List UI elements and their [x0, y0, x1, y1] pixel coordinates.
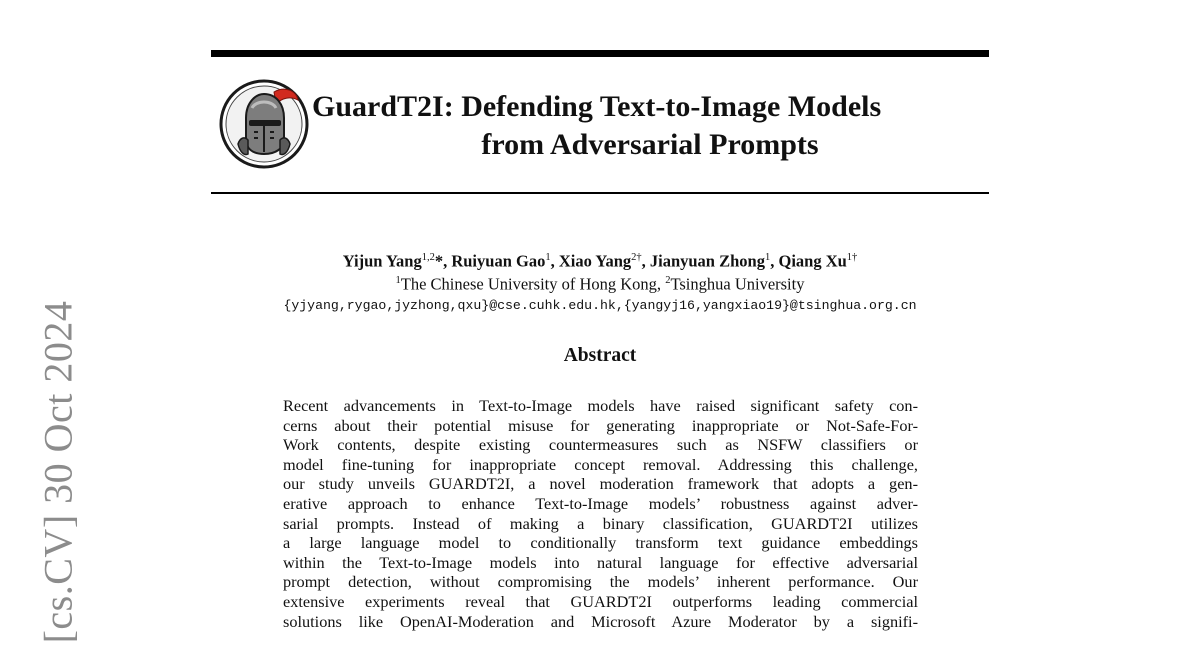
author-name: Xiao Yang — [558, 251, 632, 271]
author-name: Qiang Xu — [778, 251, 847, 271]
author-emails: {yjyang,rygao,jyzhong,qxu}@cse.cuhk.edu.hk,{yangyj16,yangxiao19}@tsinghua.org.cn — [283, 298, 917, 313]
author-name: Jianyuan Zhong — [649, 251, 765, 271]
affil-university: The Chinese University of Hong Kong, — [400, 274, 666, 294]
author-name: Yijun Yang — [342, 251, 422, 271]
affil-university: Tsinghua University — [670, 274, 805, 294]
title-bottom-rule — [211, 192, 989, 194]
author-affil-sup: 1† — [846, 252, 858, 263]
title-line-1: GuardT2I: Defending Text-to-Image Models — [312, 90, 882, 123]
author-affil-sup: 1 — [764, 252, 771, 263]
abstract-line: prompt detection, without compromising the models’ inherent performance. Our — [283, 572, 918, 592]
title-line-2: from Adversarial Prompts — [481, 128, 819, 161]
arxiv-side-stamp: [cs.CV] 30 Oct 2024 — [35, 300, 81, 644]
abstract-line: within the Text-to-Image models into natural language for effective adversarial — [283, 552, 918, 572]
abstract-body — [283, 396, 918, 631]
affiliations — [200, 270, 1000, 296]
abstract-line: sarial prompts. Instead of making a binary classification, GUARDT2I utilizes — [283, 513, 918, 533]
abstract-line: extensive experiments reveal that GUARDT2I outperforms leading commercial — [283, 591, 918, 611]
author-affil-sup: 1,2 — [421, 252, 435, 263]
abstract-line: cerns about their potential misuse for generating inappropriate or Not-Safe-For- — [283, 415, 918, 435]
equal-contribution-mark: * — [434, 251, 444, 271]
abstract-line: a large language model to conditionally transform text guidance embeddings — [283, 533, 918, 553]
knight-helmet-logo-icon — [218, 78, 310, 170]
title-top-rule — [211, 50, 989, 57]
abstract-line: solutions like OpenAI-Moderation and Microsoft Azure Moderator by a signifi- — [283, 611, 918, 631]
abstract-line: model fine-tuning for inappropriate concept removal. Addressing this challenge, — [283, 454, 918, 474]
affil-sup: 2 — [665, 275, 671, 286]
affil-sup: 1 — [395, 275, 401, 286]
abstract-line: Recent advancements in Text-to-Image models have raised significant safety con- — [283, 396, 918, 415]
abstract-heading: Abstract — [563, 345, 637, 366]
abstract-line: our study unveils GUARDT2I, a novel moderation framework that adopts a gen- — [283, 474, 918, 494]
abstract-line: erative approach to enhance Text-to-Image models’ robustness against adver- — [283, 493, 918, 513]
author-name: Ruiyuan Gao — [451, 251, 546, 271]
abstract-line: Work contents, despite existing countermeasures such as NSFW classifiers or — [283, 435, 918, 455]
author-list: Yijun Yang$^{1,2}$*, Ruiyuan Gao$^1$, Xiao Yang$^{2\dagger}$, Jianyuan Zhong$^1$, Qiang $Xu^{1\dagger}$ — [342, 251, 858, 271]
author-affil-sup: 1 — [545, 252, 551, 263]
paper-title — [312, 88, 988, 164]
author-affil-sup: 2† — [631, 252, 642, 263]
